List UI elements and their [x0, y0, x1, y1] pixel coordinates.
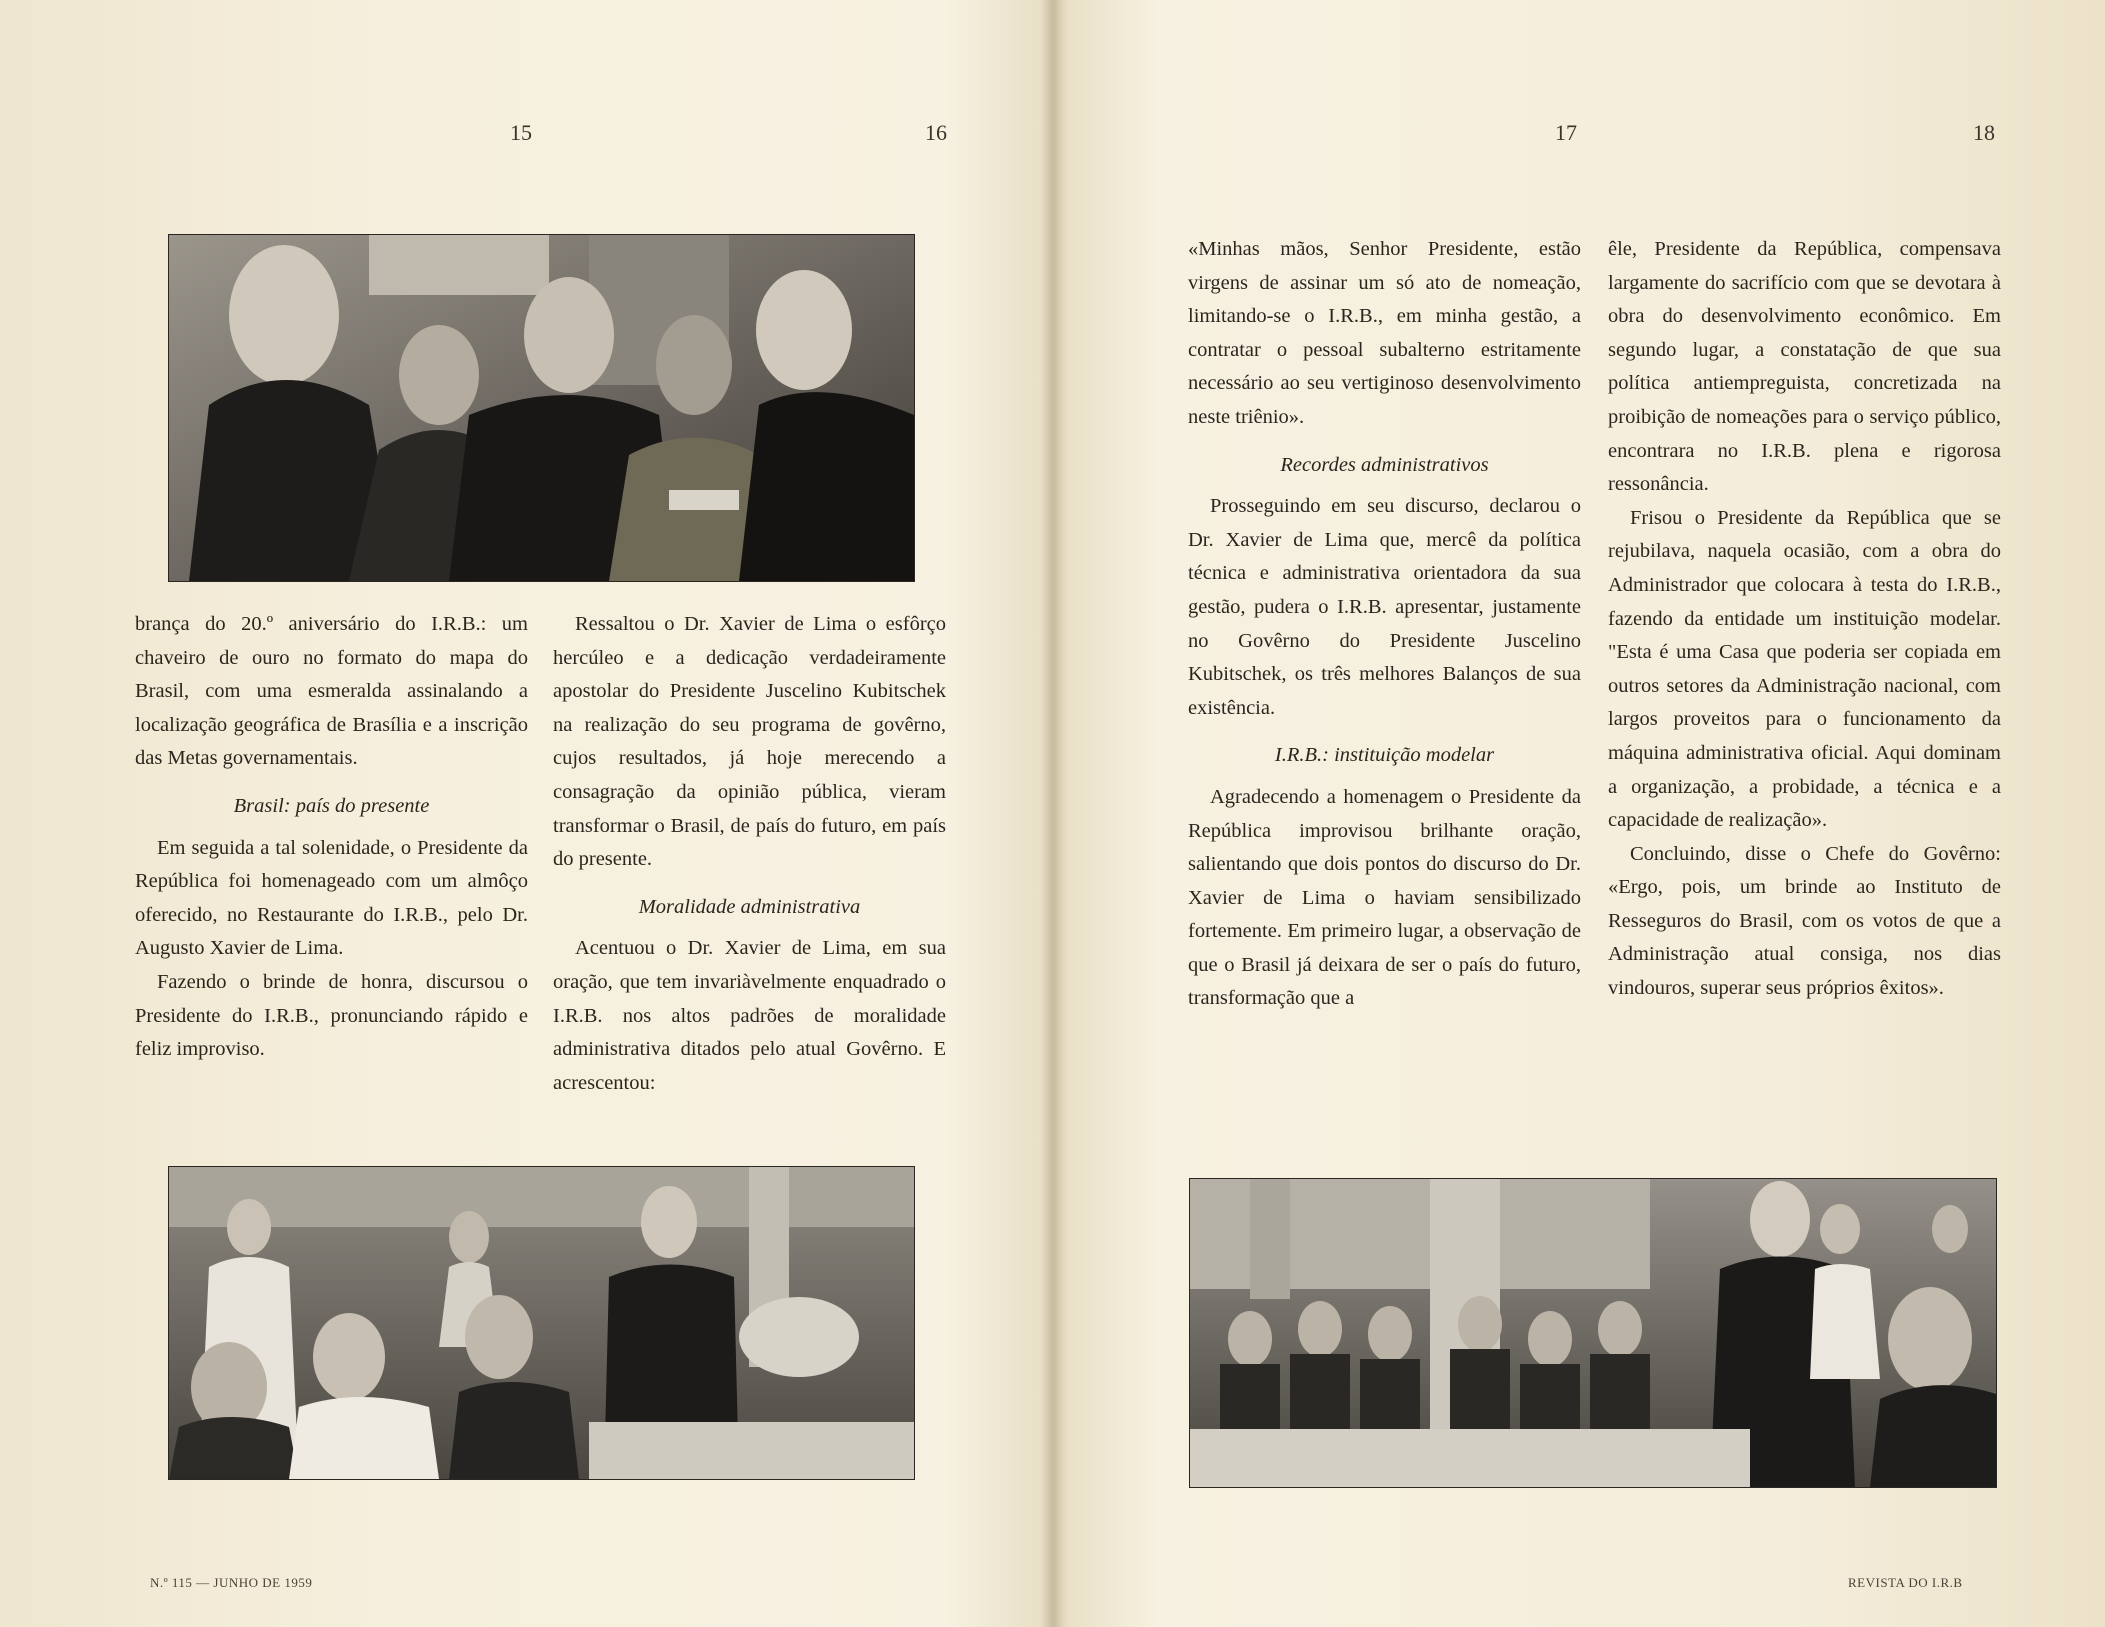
page18-paragraph-1: êle, Presidente da República, compensava largamente do sacrifício com que se devotara à obra do desenvolvimento econômico. Em segundo lugar, a constatação de que sua política antiempreguista, concretizada na proibição de nomeações para o serviço público, encontrara no I.R.B. plena e rigorosa ressonância.: [1608, 238, 2001, 496]
page-number-16: 16: [925, 120, 947, 145]
page17-paragraph-2: Prosseguindo em seu discurso, declarou o Dr. Xavier de Lima que, mercê da política técnica e administrativa orientadora da sua gestão, pudera o I.R.B. apresentar, justamente no Govêrno do Presidente Juscelino Kubitschek, os três melhores Balanços de sua existência.: [1188, 495, 1581, 719]
page17-column: [1188, 233, 1581, 1016]
page18-column: [1608, 233, 2001, 1006]
photo-gift-ceremony: [168, 234, 915, 582]
page15-paragraph-2: Em seguida a tal solenidade, o Presidente da República foi homenageado com um almôço oferecido, no Restaurante do I.R.B., pelo Dr. Augusto Xavier de Lima.: [135, 836, 528, 960]
page15-heading-brasil: Brasil: país do presente: [233, 794, 430, 817]
page17-paragraph-1: «Minhas mãos, Senhor Presidente, estão virgens de assinar um só ato de nomeação, limitando-se o I.R.B., em minha gestão, a contratar o pessoal subalterno estritamente necessário ao seu vertiginoso desenvolvimento neste triênio».: [1188, 238, 1581, 428]
page15-column: [135, 608, 528, 1067]
binding-gutter: [1040, 0, 1068, 1627]
page15-paragraph-3: Fazendo o brinde de honra, discursou o Presidente do I.R.B., pronunciando rápido e feliz improviso.: [135, 970, 528, 1061]
page17-paragraph-3: Agradecendo a homenagem o Presidente da República improvisou brilhante oração, salientando que dois pontos do discurso do Dr. Xavier de Lima o haviam sensibilizado fortemente. Em primeiro lugar, a observação de que o Brasil já deixara de ser o país do futuro, transformação que a: [1188, 785, 1581, 1010]
page16-paragraph-1: Ressaltou o Dr. Xavier de Lima o esfôrço hercúleo e a dedicação verdadeiramente apostolar do Presidente Juscelino Kubitschek na realização do seu programa de govêrno, cujos resultados, já hoje merecendo a consagração da opinião pública, vieram transformar o Brasil, de país do futuro, em país do presente.: [553, 613, 946, 871]
page16-column: [553, 608, 946, 1100]
footer-issue: N.º 115 — JUNHO DE 1959: [150, 1575, 313, 1590]
page18-paragraph-3: Concluindo, disse o Chefe do Govêrno: «Ergo, pois, um brinde ao Instituto de Resseguros do Brasil, com os votos de que a Administração atual consiga, nos dias vindouros, superar seus próprios êxitos».: [1608, 842, 2001, 1000]
page-number-15: 15: [510, 120, 532, 145]
page15-paragraph-1: brança do 20.º aniversário do I.R.B.: um chaveiro de ouro no formato do mapa do Brasil, com uma esmeralda assinalando a localização geográfica de Brasília e a inscrição das Metas governamentais.: [135, 613, 528, 770]
page16-heading-moralidade: Moralidade administrativa: [638, 895, 861, 918]
page17-heading-recordes: Recordes administrativos: [1280, 453, 1489, 476]
footer-magazine: REVISTA DO I.R.B: [1848, 1575, 1963, 1590]
photo-luncheon-right: [1189, 1178, 1997, 1488]
page17-heading-irb: I.R.B.: instituição modelar: [1274, 744, 1495, 767]
page16-paragraph-2: Acentuou o Dr. Xavier de Lima, em sua oração, que tem invariàvelmente enquadrado o I.R.B. nos altos padrões de moralidade administrativa ditados pelo atual Govêrno. E acrescentou:: [553, 937, 946, 1094]
page-number-17: 17: [1555, 120, 1577, 145]
page-number-18: 18: [1973, 120, 1995, 145]
photo-luncheon-left: [168, 1166, 915, 1480]
page18-paragraph-2: Frisou o Presidente da República que se rejubilava, naquela ocasião, com a obra do Administrador que colocara à testa do I.R.B., fazendo da entidade um instituição modelar. "Esta é uma Casa que poderia ser copiada em outros setores da Administração nacional, com largos proveitos para o funcionamento da máquina administrativa oficial. Aqui dominam a organização, a probidade, a técnica e a capacidade de realização».: [1608, 506, 2001, 832]
